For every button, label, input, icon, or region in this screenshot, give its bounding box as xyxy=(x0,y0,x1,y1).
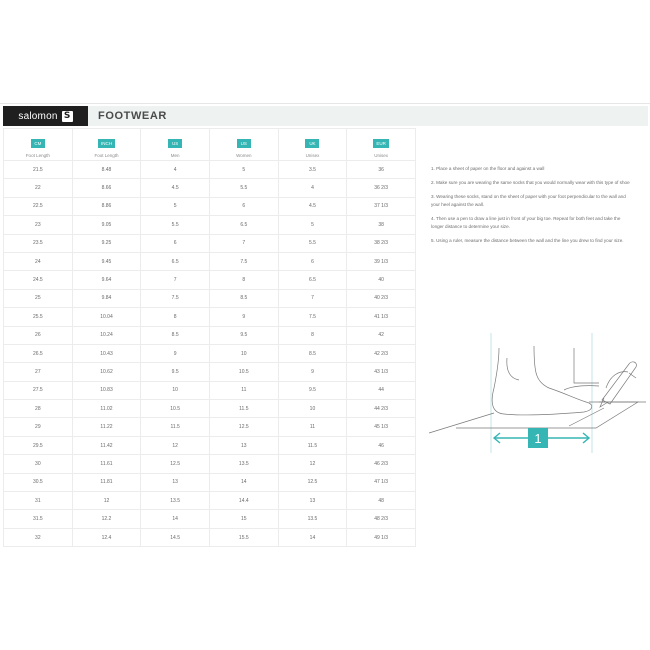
logo-text: salomon xyxy=(18,110,58,122)
table-cell: 23 xyxy=(4,216,73,234)
table-cell: 10 xyxy=(209,344,278,362)
column-label: Unisex xyxy=(374,152,389,158)
table-cell: 9.5 xyxy=(278,381,347,399)
table-cell: 5.5 xyxy=(141,216,210,234)
table-cell: 4.5 xyxy=(278,197,347,215)
table-cell: 7 xyxy=(278,289,347,307)
instruction-step: 5. Using a ruler, measure the distance between the wall and the line you drew to find your size. xyxy=(431,238,624,243)
table-cell: 9 xyxy=(278,363,347,381)
table-cell: 49 1/3 xyxy=(347,528,416,546)
table-row xyxy=(4,492,416,510)
table-row xyxy=(4,381,416,399)
table-cell: 8 xyxy=(209,271,278,289)
measure-arrow xyxy=(494,428,589,448)
table-cell: 6.5 xyxy=(141,252,210,270)
table-cell: 22.5 xyxy=(4,197,73,215)
table-cell: 5.5 xyxy=(278,234,347,252)
column-header xyxy=(72,129,141,161)
table-cell: 5 xyxy=(141,197,210,215)
table-cell: 27 xyxy=(4,363,73,381)
table-cell: 9.45 xyxy=(72,252,141,270)
table-cell: 42 2/3 xyxy=(347,344,416,362)
table-row xyxy=(4,528,416,546)
table-row xyxy=(4,308,416,326)
table-cell: 7.5 xyxy=(209,252,278,270)
table-cell: 29 xyxy=(4,418,73,436)
unit-badge: UK xyxy=(305,139,319,148)
table-cell: 27.5 xyxy=(4,381,73,399)
column-label: Foot Length xyxy=(94,152,119,158)
table-cell: 11.81 xyxy=(72,473,141,491)
table-cell: 9 xyxy=(141,344,210,362)
table-cell: 38 2/3 xyxy=(347,234,416,252)
column-header xyxy=(4,129,73,161)
measurement-instructions xyxy=(431,165,631,251)
table-cell: 8 xyxy=(278,326,347,344)
logo-mark-icon: S xyxy=(62,111,73,122)
table-cell: 46 2/3 xyxy=(347,455,416,473)
unit-badge: US xyxy=(168,139,182,148)
column-label: Men xyxy=(170,152,180,158)
unit-badge: EUR xyxy=(373,139,389,148)
table-cell: 22 xyxy=(4,179,73,197)
table-cell: 10.24 xyxy=(72,326,141,344)
table-cell: 10.83 xyxy=(72,381,141,399)
table-cell: 9.05 xyxy=(72,216,141,234)
table-row xyxy=(4,197,416,215)
table-cell: 10 xyxy=(141,381,210,399)
table-cell: 24.5 xyxy=(4,271,73,289)
table-cell: 31 xyxy=(4,492,73,510)
table-cell: 9.25 xyxy=(72,234,141,252)
unit-badge: US xyxy=(237,139,251,148)
table-row xyxy=(4,436,416,454)
table-cell: 11.61 xyxy=(72,455,141,473)
column-label: Foot Length xyxy=(25,152,50,158)
table-cell: 14 xyxy=(141,510,210,528)
table-cell: 28 xyxy=(4,400,73,418)
table-cell: 13 xyxy=(278,492,347,510)
foot-measurement-illustration xyxy=(424,318,649,458)
table-cell: 44 2/3 xyxy=(347,400,416,418)
table-cell: 6.5 xyxy=(278,271,347,289)
table-cell: 7.5 xyxy=(278,308,347,326)
table-cell: 42 xyxy=(347,326,416,344)
table-cell: 13 xyxy=(141,473,210,491)
table-cell: 23.5 xyxy=(4,234,73,252)
table-cell: 11 xyxy=(209,381,278,399)
table-cell: 13 xyxy=(209,436,278,454)
table-row xyxy=(4,252,416,270)
table-cell: 8 xyxy=(141,308,210,326)
table-cell: 36 xyxy=(347,161,416,179)
unit-badge: CM xyxy=(31,139,45,148)
instruction-step: 2. Make sure you are wearing the same socks that you would normally wear with this type of shoe xyxy=(431,180,630,185)
column-label: Unisex xyxy=(305,152,320,158)
table-cell: 6 xyxy=(209,197,278,215)
table-cell: 44 xyxy=(347,381,416,399)
table-body xyxy=(4,161,416,547)
table-cell: 6 xyxy=(141,234,210,252)
table-cell: 5 xyxy=(278,216,347,234)
table-cell: 7.5 xyxy=(141,289,210,307)
table-cell: 48 2/3 xyxy=(347,510,416,528)
table-cell: 11.5 xyxy=(209,400,278,418)
table-cell: 14.4 xyxy=(209,492,278,510)
table-cell: 14 xyxy=(209,473,278,491)
column-header xyxy=(209,129,278,161)
table-cell: 8.48 xyxy=(72,161,141,179)
table-cell: 46 xyxy=(347,436,416,454)
table-cell: 25 xyxy=(4,289,73,307)
table-cell: 9.5 xyxy=(209,326,278,344)
header xyxy=(3,106,648,126)
table-cell: 40 2/3 xyxy=(347,289,416,307)
table-cell: 43 1/3 xyxy=(347,363,416,381)
table-cell: 47 1/3 xyxy=(347,473,416,491)
table-cell: 9 xyxy=(209,308,278,326)
table-cell: 6 xyxy=(278,252,347,270)
table-cell: 8.5 xyxy=(141,326,210,344)
table-cell: 5.5 xyxy=(209,179,278,197)
table-cell: 32 xyxy=(4,528,73,546)
table-cell: 14 xyxy=(278,528,347,546)
table-cell: 39 1/3 xyxy=(347,252,416,270)
table-cell: 11.22 xyxy=(72,418,141,436)
column-header xyxy=(347,129,416,161)
table-cell: 4 xyxy=(141,161,210,179)
table-cell: 13.5 xyxy=(141,492,210,510)
table-row xyxy=(4,216,416,234)
table-cell: 9.64 xyxy=(72,271,141,289)
table-cell: 7 xyxy=(209,234,278,252)
table-cell: 41 1/3 xyxy=(347,308,416,326)
table-row xyxy=(4,418,416,436)
table-row xyxy=(4,271,416,289)
table-cell: 24 xyxy=(4,252,73,270)
table-cell: 11.5 xyxy=(278,436,347,454)
table-cell: 9.5 xyxy=(141,363,210,381)
table-row xyxy=(4,510,416,528)
table-cell: 10.5 xyxy=(141,400,210,418)
table-cell: 12.5 xyxy=(209,418,278,436)
table-row xyxy=(4,161,416,179)
table-cell: 6.5 xyxy=(209,216,278,234)
table-row xyxy=(4,455,416,473)
table-cell: 11.02 xyxy=(72,400,141,418)
instruction-step: 4. Then use a pen to draw a line just in front of your big toe. Repeat for both feet and take the longer distance to determine your size. xyxy=(431,216,621,229)
table-cell: 11.5 xyxy=(141,418,210,436)
table-cell: 3.5 xyxy=(278,161,347,179)
table-cell: 30.5 xyxy=(4,473,73,491)
table-cell: 8.66 xyxy=(72,179,141,197)
size-chart-table xyxy=(3,128,416,547)
table-header-row xyxy=(4,129,416,161)
page-title: FOOTWEAR xyxy=(98,110,167,122)
table-cell: 25.5 xyxy=(4,308,73,326)
table-cell: 12.5 xyxy=(278,473,347,491)
column-label: Women xyxy=(236,152,252,158)
table-cell: 4 xyxy=(278,179,347,197)
table-cell: 12 xyxy=(141,436,210,454)
title-bar xyxy=(88,106,648,126)
instruction-step: 3. Wearing these socks, stand on the sheet of paper with your foot perpendicular to the wall and your heel against the wall. xyxy=(431,194,626,207)
table-cell: 13.5 xyxy=(278,510,347,528)
table-cell: 15 xyxy=(209,510,278,528)
table-cell: 10.5 xyxy=(209,363,278,381)
top-divider xyxy=(0,103,650,104)
table-cell: 10 xyxy=(278,400,347,418)
step-number: 1 xyxy=(534,431,542,446)
instruction-step: 1. Place a sheet of paper on the floor and against a wall xyxy=(431,166,545,171)
table-cell: 10.43 xyxy=(72,344,141,362)
table-cell: 15.5 xyxy=(209,528,278,546)
table-cell: 8.5 xyxy=(278,344,347,362)
table-cell: 26.5 xyxy=(4,344,73,362)
table-row xyxy=(4,400,416,418)
table-cell: 40 xyxy=(347,271,416,289)
table-cell: 11.42 xyxy=(72,436,141,454)
table-cell: 21.5 xyxy=(4,161,73,179)
table-cell: 8.5 xyxy=(209,289,278,307)
table-row xyxy=(4,234,416,252)
table-cell: 26 xyxy=(4,326,73,344)
table-row xyxy=(4,289,416,307)
table-cell: 9.84 xyxy=(72,289,141,307)
column-header xyxy=(278,129,347,161)
table-row xyxy=(4,344,416,362)
table-row xyxy=(4,473,416,491)
column-header xyxy=(141,129,210,161)
table-cell: 11 xyxy=(278,418,347,436)
table-cell: 12.4 xyxy=(72,528,141,546)
unit-badge: INCH xyxy=(98,139,115,148)
table-cell: 12.2 xyxy=(72,510,141,528)
table-cell: 12.5 xyxy=(141,455,210,473)
table-cell: 45 1/3 xyxy=(347,418,416,436)
table-cell: 12 xyxy=(72,492,141,510)
salomon-logo xyxy=(3,106,88,126)
table-cell: 10.62 xyxy=(72,363,141,381)
table-cell: 36 2/3 xyxy=(347,179,416,197)
table-row xyxy=(4,363,416,381)
table-cell: 5 xyxy=(209,161,278,179)
table-cell: 10.04 xyxy=(72,308,141,326)
table-cell: 7 xyxy=(141,271,210,289)
table-cell: 48 xyxy=(347,492,416,510)
table-row xyxy=(4,326,416,344)
table-cell: 8.86 xyxy=(72,197,141,215)
table-cell: 29.5 xyxy=(4,436,73,454)
table-cell: 31.5 xyxy=(4,510,73,528)
table-cell: 13.5 xyxy=(209,455,278,473)
table-cell: 30 xyxy=(4,455,73,473)
table-cell: 38 xyxy=(347,216,416,234)
table-row xyxy=(4,179,416,197)
table-cell: 37 1/3 xyxy=(347,197,416,215)
table-cell: 14.5 xyxy=(141,528,210,546)
table-cell: 4.5 xyxy=(141,179,210,197)
table-cell: 12 xyxy=(278,455,347,473)
